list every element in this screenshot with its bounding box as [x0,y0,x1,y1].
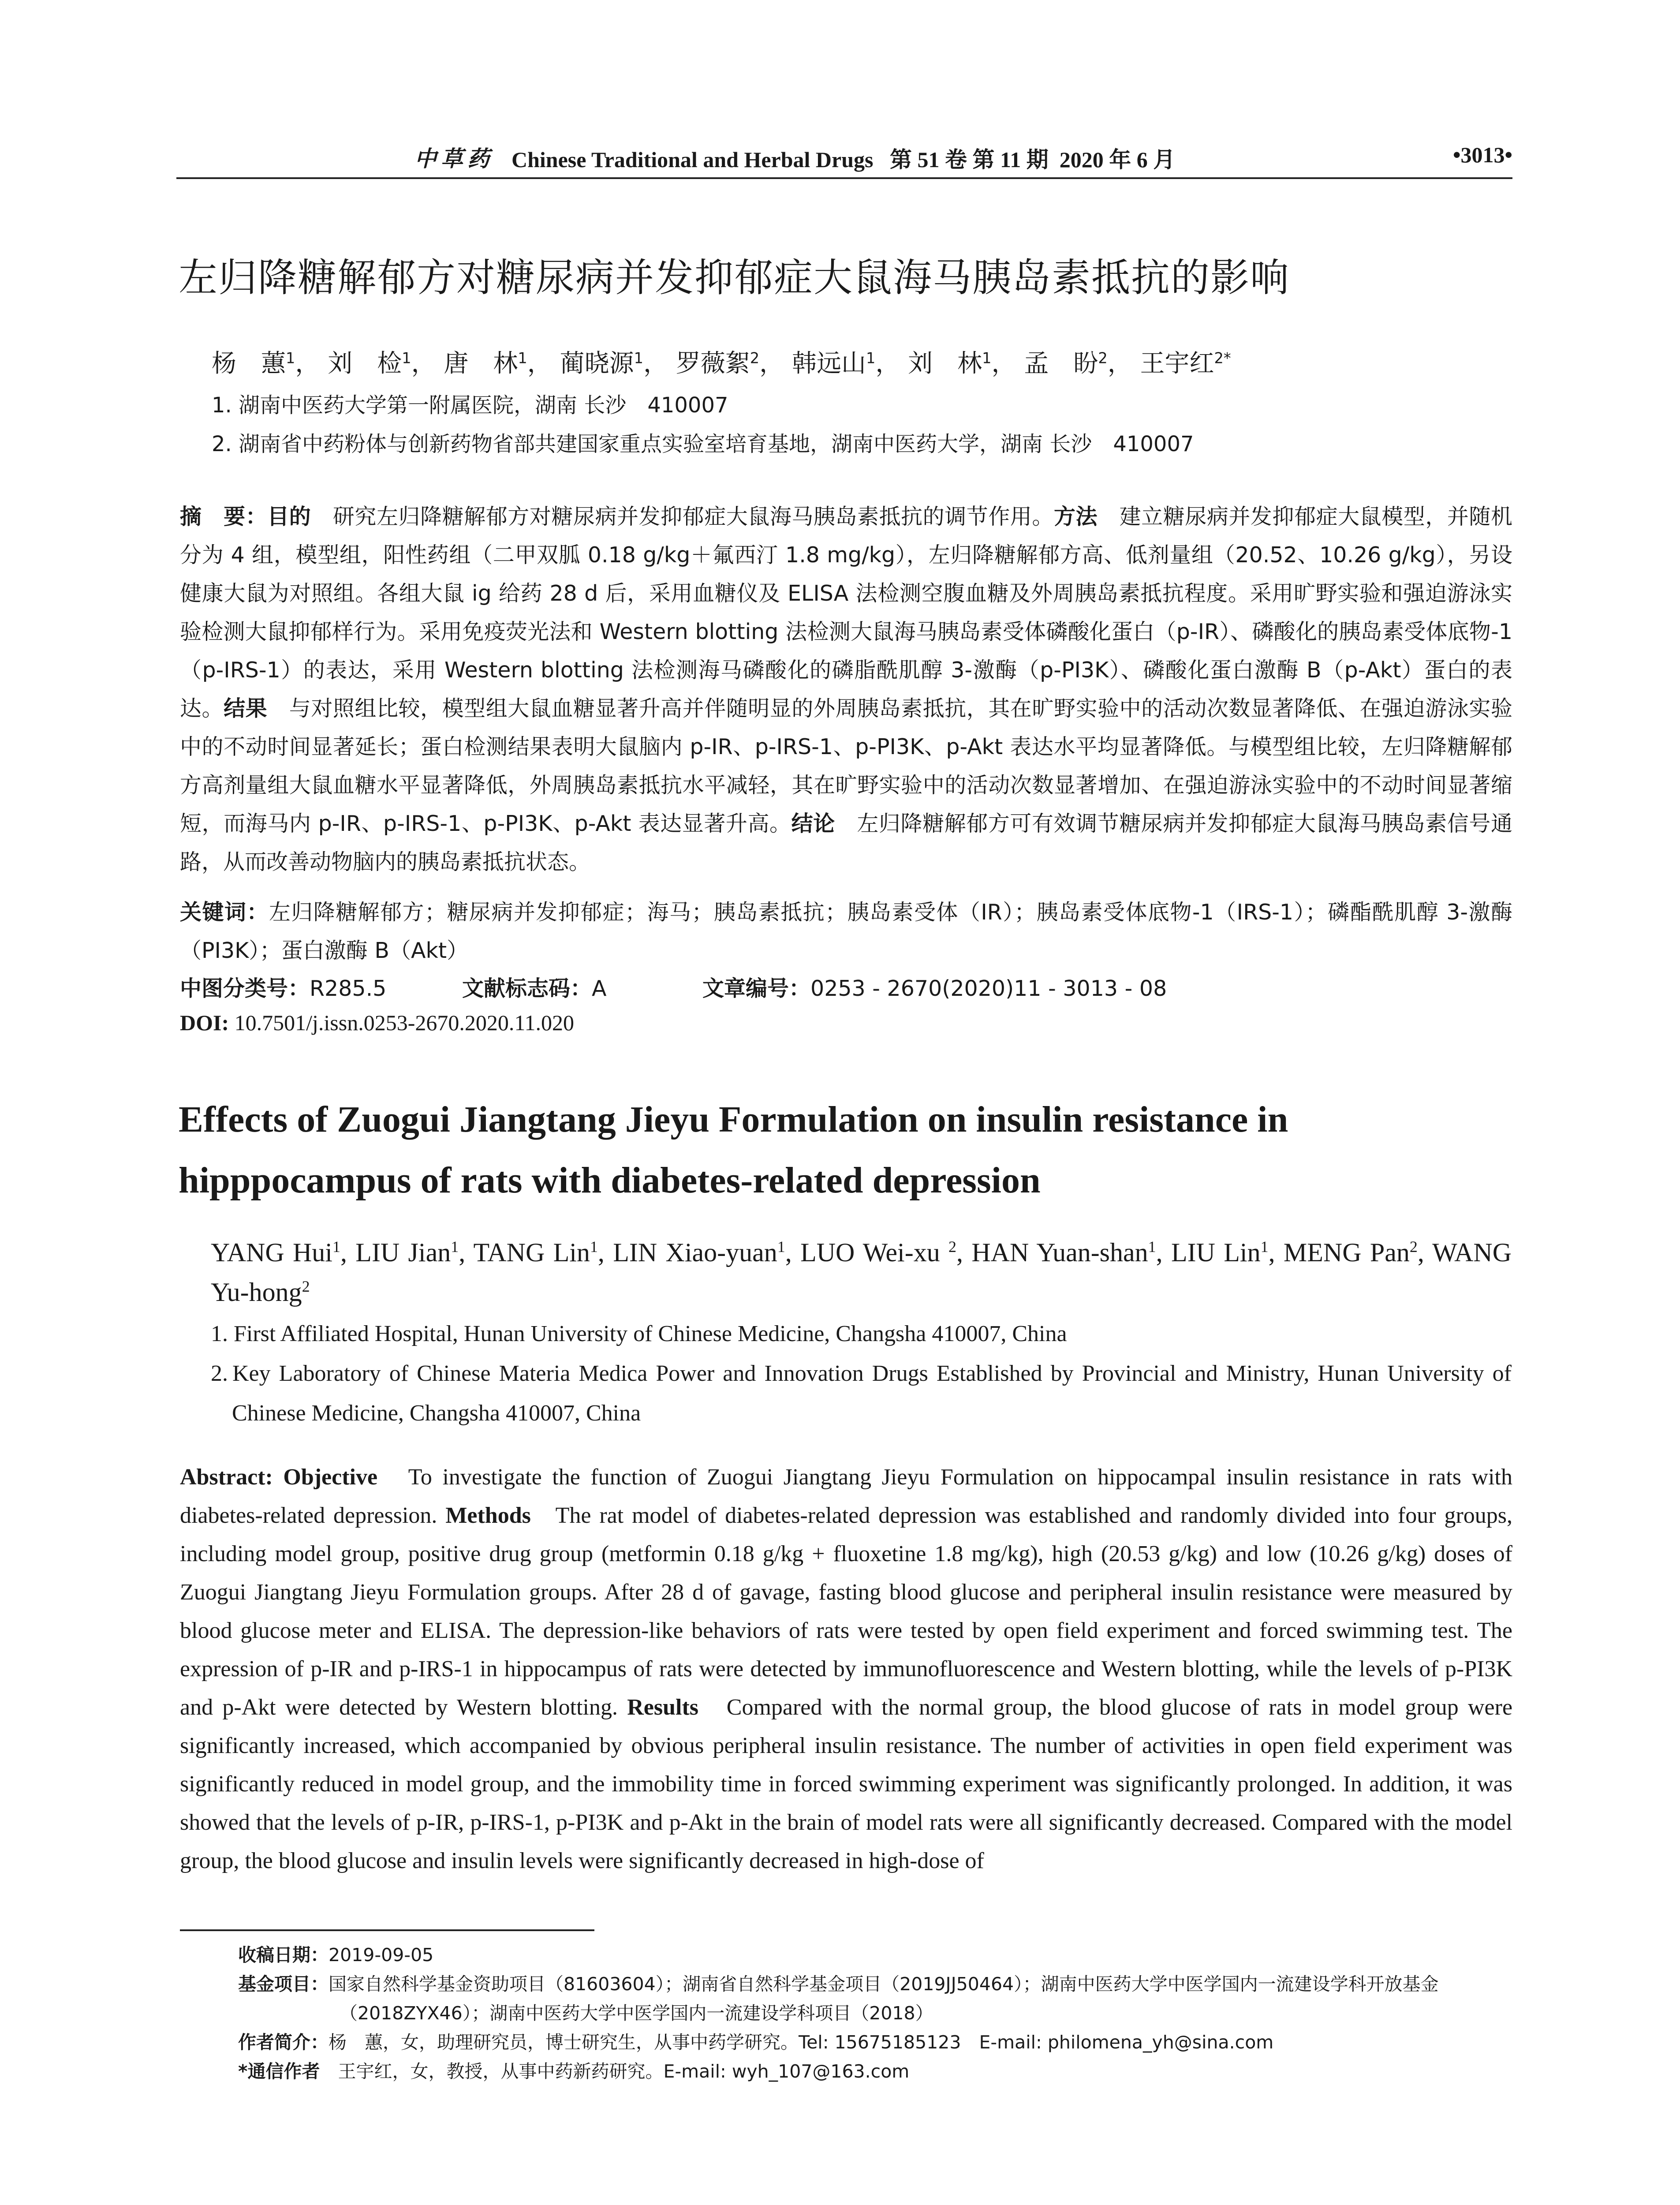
footnote-corresponding: *通信作者 王宇红，女，教授，从事中药新药研究。E-mail: wyh_107@163.com [238,2061,910,2082]
footnote-author: 作者简介：杨 蕙，女，助理研究员，博士研究生，从事中药学研究。Tel: 15675185123 E-mail: philomena_yh@sina.com [238,2032,1274,2053]
en-author: TANG Lin$^1$ [473,1238,598,1267]
footnote-rule [180,1929,594,1931]
cn-conclusion-label: 结论 [791,811,835,836]
document-code: 文献标志码：A [462,976,607,1001]
en-abstract: Abstract: Objective To investigate the function of Zuogui Jiangtang Jieyu Formulation on hippocampal insulin resistance in rats with diabetes-related depression. Methods The rat model of diabetes-related depression was established and randomly divided into four groups, including model group, positive drug group (metformin 0.18 g/kg + fluoxetine 1.8 mg/kg), high (20.53 g/kg) and low (10.26 g/kg) doses of Zuogui Jiangtang Jieyu Formulation groups. After 28 d of gavage, fasting blood glucose and peripheral insulin resistance were measured by blood glucose meter and ELISA. The depression-like behaviors of rats were tested by open field experiment and forced swimming test. The expression of p-IR and p-IRS-1 in hippocampus of rats were detected by immunofluorescence and Western blotting, while the levels of p-PI3K and p-Akt were detected by Western blotting. Results Compared with the normal group, the blood glucose of rats in model group were significantly increased, which accompanied by obvious peripheral insulin resistance. The number of activities in open field experiment was significantly reduced in model group, and the immobility time in forced swimming experiment was significantly prolonged. In addition, it was showed that the levels of p-IR, p-IRS-1, p-PI3K and p-Akt in the brain of model rats were all significantly decreased. Compared with the model group, the blood glucose and insulin levels were significantly decreased in high-dose of [180,1465,1513,1873]
header-rule [176,177,1512,179]
en-author: MENG Pan$^2$ [1283,1238,1418,1267]
en-title: Effects of Zuogui Jiangtang Jieyu Formulation on insulin resistance in hipppocampus of rats with diabetes-related depression [179,1099,1288,1201]
cn-abstract-label: 摘 要： [180,504,268,529]
en-affiliation-1: 1. First Affiliated Hospital, Hunan University of Chinese Medicine, Changsha 410007, China [211,1321,1067,1346]
en-author: YANG Hui$^1$ [211,1238,340,1267]
en-author: LIU Jian$^1$ [355,1238,459,1267]
en-authors: YANG Hui$^1$, LIU Jian$^1$, TANG Lin$^1$, LIN Xiao-yuan$^1$, LUO Wei-xu $^2$, HAN Yuan-shan$^1$, LIU Lin$^1$, MENG Pan$^2$, WANG Yu-hong$^2$ [211,1238,1512,1307]
en-abstract-label: Abstract: [180,1465,273,1490]
cn-author: 蔺晓源$^1$ [560,349,643,378]
en-objective-label: Objective [283,1465,378,1490]
cn-keywords: 关键词：左归降糖解郁方；糖尿病并发抑郁症；海马；胰岛素抵抗；胰岛素受体（IR）；胰岛素受体底物-1（IRS-1）；磷酯酰肌醇 3-激酶（PI3K）；蛋白激酶 B（Akt） [180,900,1512,963]
cn-results-label: 结果 [224,696,268,721]
cn-author: 王宇红$^{2*}$ [1140,349,1231,378]
footnote-received: 收稿日期：2019-09-05 [238,1944,434,1966]
cn-author: 刘 林$^1$ [908,349,992,378]
en-author: WANG Yu-hong$^2$ [211,1238,1512,1307]
clc-number: 中图分类号：R285.5 [180,976,387,1001]
cn-author: 孟 盼$^2$ [1024,349,1108,378]
cn-author: 罗薇絮$^2$ [676,349,760,378]
en-author: LIN Xiao-yuan$^1$ [613,1238,785,1267]
en-results-label: Results [627,1695,699,1720]
cn-author: 刘 检$^1$ [328,349,411,378]
cn-keywords-label: 关键词： [180,900,269,925]
cn-abstract: 摘 要：目的 研究左归降糖解郁方对糖尿病并发抑郁症大鼠海马胰岛素抵抗的调节作用。方法 建立糖尿病并发抑郁症大鼠模型，并随机分为 4 组，模型组，阳性药组（二甲双胍 0.18 g/kg＋氟西汀 1.8 mg/kg），左归降糖解郁方高、低剂量组（20.52、10.26 g/kg），另设健康大鼠为对照组。各组大鼠 ig 给药 28 d 后，采用血糖仪及 ELISA 法检测空腹血糖及外周胰岛素抵抗程度。采用旷野实验和强迫游泳实验检测大鼠抑郁样行为。采用免疫荧光法和 Western blotting 法检测大鼠海马胰岛素受体磷酸化蛋白（p-IR）、磷酸化的胰岛素受体底物-1（p-IRS-1）的表达，采用 Western blotting 法检测海马磷酸化的磷脂酰肌醇 3-激酶（p-PI3K）、磷酸化蛋白激酶 B（p-Akt）蛋白的表达。结果 与对照组比较，模型组大鼠血糖显著升高并伴随明显的外周胰岛素抵抗，其在旷野实验中的活动次数显著降低、在强迫游泳实验中的不动时间显著延长；蛋白检测结果表明大鼠脑内 p-IR、p-IRS-1、p-PI3K、p-Akt 表达水平均显著降低。与模型组比较，左归降糖解郁方高剂量组大鼠血糖水平显著降低，外周胰岛素抵抗水平减轻，其在旷野实验中的活动次数显著增加、在强迫游泳实验中的不动时间显著缩短，而海马内 p-IR、p-IRS-1、p-PI3K、p-Akt 表达显著升高。结论 左归降糖解郁方可有效调节糖尿病并发抑郁症大鼠海马胰岛素信号通路，从而改善动物脑内的胰岛素抵抗状态。 [180,504,1512,875]
cn-classification [180,972,1512,1002]
cn-author: 杨 蕙$^1$ [212,349,295,378]
en-author: LIU Lin$^1$ [1171,1238,1269,1267]
en-affiliation-2: 2. Key Laboratory of Chinese Materia Medica Power and Innovation Drugs Established by Provincial and Ministry, Hunan University of Chinese Medicine, Changsha 410007, China [211,1361,1512,1426]
cn-objective-label: 目的 [267,504,311,529]
footnote-fund: 基金项目：国家自然科学基金资助项目（81603604）；湖南省自然科学基金项目（2019JJ50464）；湖南中医药大学中医学国内一流建设学科开放基金（2018ZYX46）；湖南中医药大学中医学国内一流建设学科项目（2018） [238,1973,1439,2024]
page-number: •3013• [1452,142,1512,167]
doi: DOI: 10.7501/j.issn.0253-2670.2020.11.020 [180,1010,574,1035]
cn-author: 韩远山$^1$ [791,349,876,378]
cn-affiliation-1: 1. 湖南中医药大学第一附属医院，湖南 长沙 410007 [212,393,728,418]
doi-value: 10.7501/j.issn.0253-2670.2020.11.020 [234,1010,574,1035]
journal-line: Chinese Traditional and Herbal Drugs 第 51 卷 第 11 期 2020 年 6 月 [511,147,1176,172]
article-number: 文章编号：0253 - 2670(2020)11 - 3013 - 08 [702,976,1167,1001]
cn-affiliation-2: 2. 湖南省中药粉体与创新药物省部共建国家重点实验室培育基地，湖南中医药大学，湖南 长沙 410007 [212,432,1194,456]
journal-cn-logo: 中草药 [414,146,494,172]
en-author: HAN Yuan-shan$^1$ [971,1238,1156,1267]
en-author: LUO Wei-xu $^2$ [800,1238,957,1267]
en-methods-label: Methods [445,1503,531,1528]
cn-title: 左归降糖解郁方对糖尿病并发抑郁症大鼠海马胰岛素抵抗的影响 [179,255,1290,300]
cn-authors: 杨 蕙$^1$， 刘 检$^1$， 唐 林$^1$， 蔺晓源$^1$， 罗薇絮$^2$， 韩远山$^1$， 刘 林$^1$， 孟 盼$^2$， 王宇红$^{2*}$ [212,349,1231,378]
running-header [176,140,1512,174]
cn-author: 唐 林$^1$ [444,349,527,378]
cn-methods-label: 方法 [1053,504,1098,529]
